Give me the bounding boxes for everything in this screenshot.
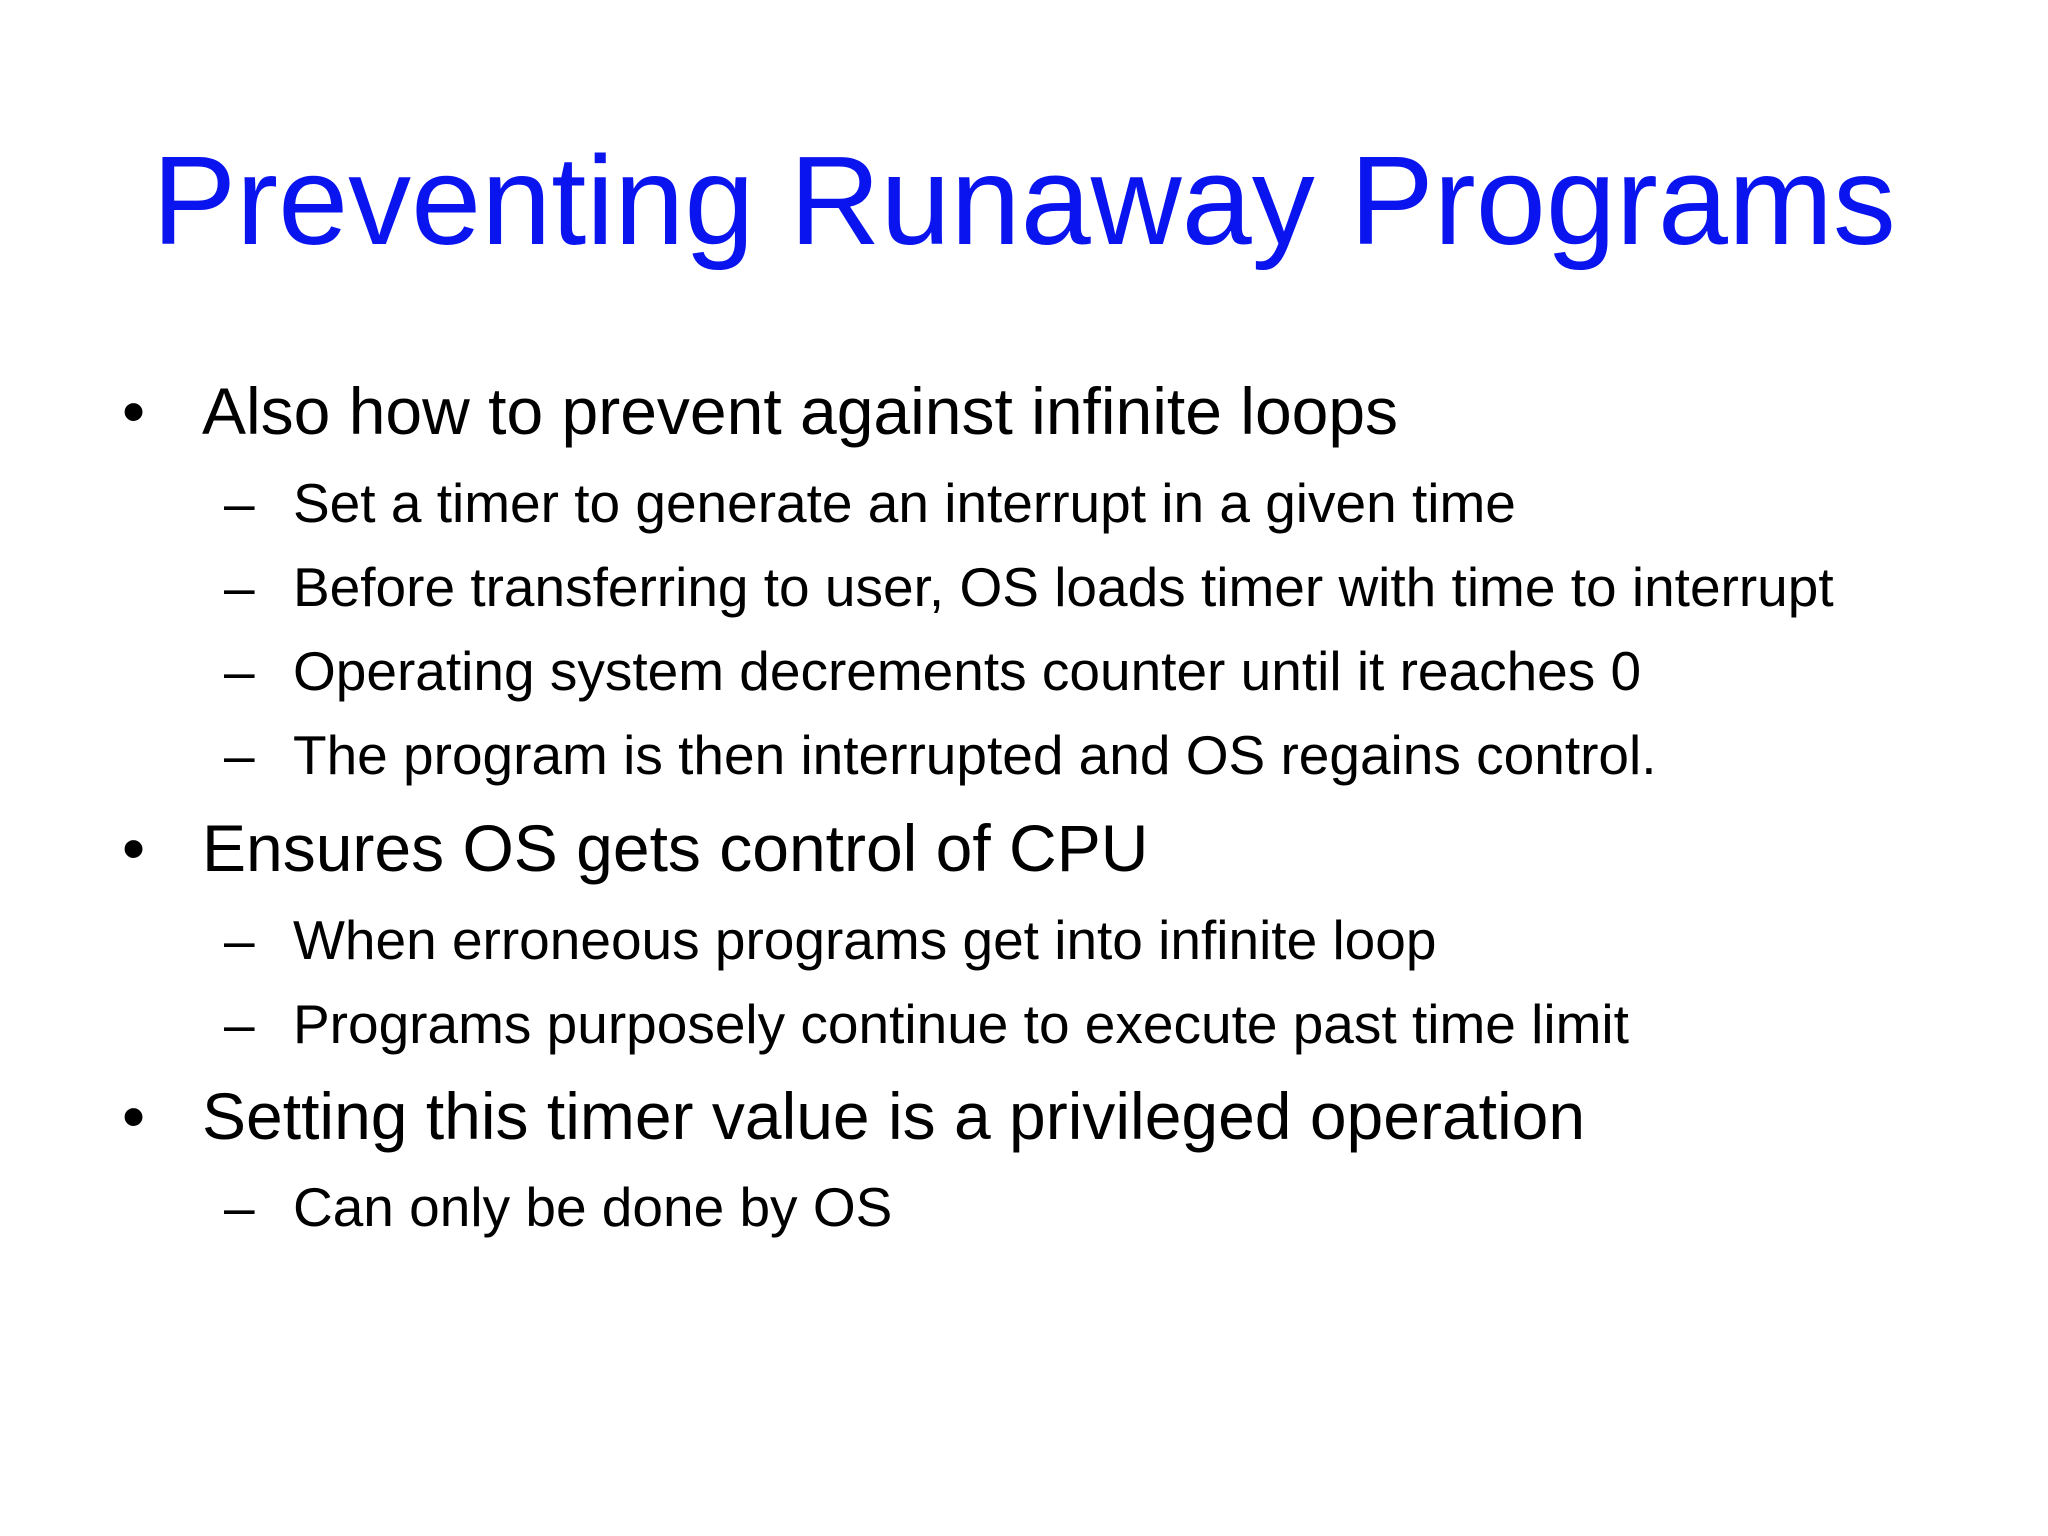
sub-bullet-text: Can only be done by OS (293, 1176, 893, 1238)
bullet-marker: • (122, 1079, 146, 1153)
sub-bullet-text: Set a timer to generate an interrupt in a given time (293, 472, 1516, 534)
sub-bullet-text: When erroneous programs get into infinite loop (293, 909, 1437, 971)
sub-bullet-item (0, 717, 2048, 793)
bullet-marker: • (122, 374, 146, 448)
sub-bullet-item (0, 633, 2048, 709)
bullet-item (0, 803, 2048, 893)
sub-bullet-text: Before transferring to user, OS loads timer with time to interrupt (293, 556, 1834, 618)
bullet-item (0, 366, 2048, 456)
sub-bullet-marker: – (224, 993, 255, 1055)
sub-bullet-item (0, 1169, 2048, 1245)
slide-title: Preventing Runaway Programs (152, 130, 1896, 271)
sub-bullet-item (0, 465, 2048, 541)
sub-bullet-marker: – (224, 556, 255, 618)
bullet-text: Setting this timer value is a privileged operation (202, 1079, 1586, 1153)
bullet-item (0, 1071, 2048, 1161)
sub-bullet-marker: – (224, 909, 255, 971)
sub-bullet-item (0, 902, 2048, 978)
sub-bullet-item (0, 986, 2048, 1062)
sub-bullet-marker: – (224, 640, 255, 702)
sub-bullet-item (0, 549, 2048, 625)
bullet-marker: • (122, 811, 146, 885)
sub-bullet-marker: – (224, 1176, 255, 1238)
sub-bullet-marker: – (224, 472, 255, 534)
sub-bullet-marker: – (224, 724, 255, 786)
bullet-text: Also how to prevent against infinite loops (202, 374, 1399, 448)
sub-bullet-text: Operating system decrements counter until it reaches 0 (293, 640, 1642, 702)
sub-bullet-text: Programs purposely continue to execute past time limit (293, 993, 1629, 1055)
bullet-text: Ensures OS gets control of CPU (202, 811, 1149, 885)
sub-bullet-text: The program is then interrupted and OS regains control. (293, 724, 1657, 786)
